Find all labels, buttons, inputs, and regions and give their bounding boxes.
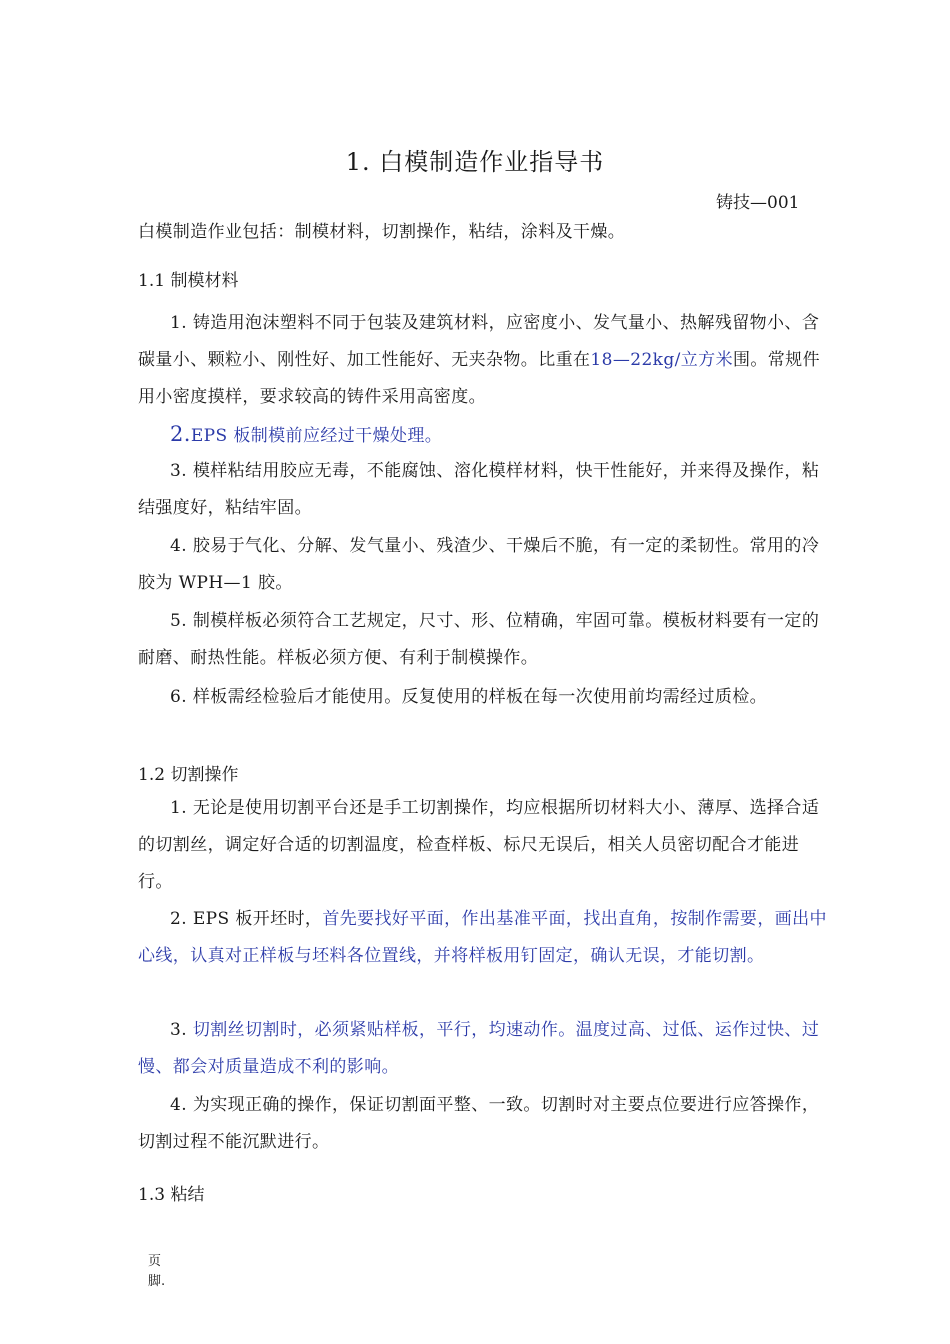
paragraph-number: 3. (170, 1020, 188, 1040)
paragraph-number: 2. (170, 422, 191, 446)
paragraph-text: 1. 铸造用泡沫塑料不同于包装及建筑材料，应密度小、发气量小、热解残留物小、含碳量小、颗粒小、刚性好、加工性能好、无夹杂物。比重在 (138, 313, 820, 370)
cutting-wire-instructions: 切割丝切割时，必须紧贴样板，平行，均速动作。温度过高、过低、运作过快、过慢、都会对质量造成不利的影响。 (138, 1020, 820, 1077)
section-1-2-paragraph-3 (138, 1012, 828, 1086)
section-1-2-paragraph-1: 1. 无论是使用切割平台还是手工切割操作，均应根据所切材料大小、薄厚、选择合适的切割丝，调定好合适的切割温度，检查样板、标尺无误后，相关人员密切配合才能进行。 (138, 798, 820, 892)
section-1-1-heading: 1.1 制模材料 (138, 271, 239, 291)
section-1-3-heading: 1.3 粘结 (138, 1185, 205, 1205)
section-1-2-heading: 1.2 切割操作 (138, 765, 239, 785)
intro-paragraph: 白模制造作业包括：制模材料，切割操作，粘结，涂料及干燥。 (138, 222, 626, 242)
paragraph-text: 围。常规件用小密度摸样，要求较高的铸件采用高密度。 (138, 350, 820, 407)
section-1-1-paragraph-2 (138, 416, 828, 455)
document-title: 1. 白模制造作业指导书 (345, 148, 605, 176)
section-1-1-paragraph-4: 4. 胶易于气化、分解、发气量小、残渣少、干燥后不脆，有一定的柔韧性。常用的冷胶为 WPH—1 胶。 (138, 536, 820, 593)
density-range: 18—22kg/立方米 (590, 350, 733, 370)
cutting-instructions: 首先要找好平面，作出基准平面，找出直角，按制作需要，画出中心线，认真对正样板与坯料各位置线，并将样板用钉固定，确认无误，才能切割。 (138, 909, 827, 966)
section-1-1-paragraph-5: 5. 制模样板必须符合工艺规定，尺寸、形、位精确，牢固可靠。模板材料要有一定的耐磨、耐热性能。样板必须方便、有利于制模操作。 (138, 611, 820, 668)
section-1-2-paragraph-2 (138, 901, 828, 975)
document-code: 铸技—001 (716, 193, 800, 213)
paragraph-text: 2. EPS 板开坯时， (170, 909, 323, 929)
section-1-1-paragraph-3: 3. 模样粘结用胶应无毒，不能腐蚀、溶化模样材料，快干性能好，并来得及操作，粘结强度好，粘结牢固。 (138, 461, 820, 518)
page-footer: 页脚. (148, 1254, 166, 1289)
section-1-2-paragraph-4: 4. 为实现正确的操作，保证切割面平整、一致。切割时对主要点位要进行应答操作，切割过程不能沉默进行。 (138, 1095, 820, 1152)
section-1-1-paragraph-1 (138, 305, 828, 416)
section-1-1-paragraph-6: 6. 样板需经检验后才能使用。反复使用的样板在每一次使用前均需经过质检。 (170, 687, 768, 707)
paragraph-text: EPS 板制模前应经过干燥处理。 (190, 426, 443, 446)
